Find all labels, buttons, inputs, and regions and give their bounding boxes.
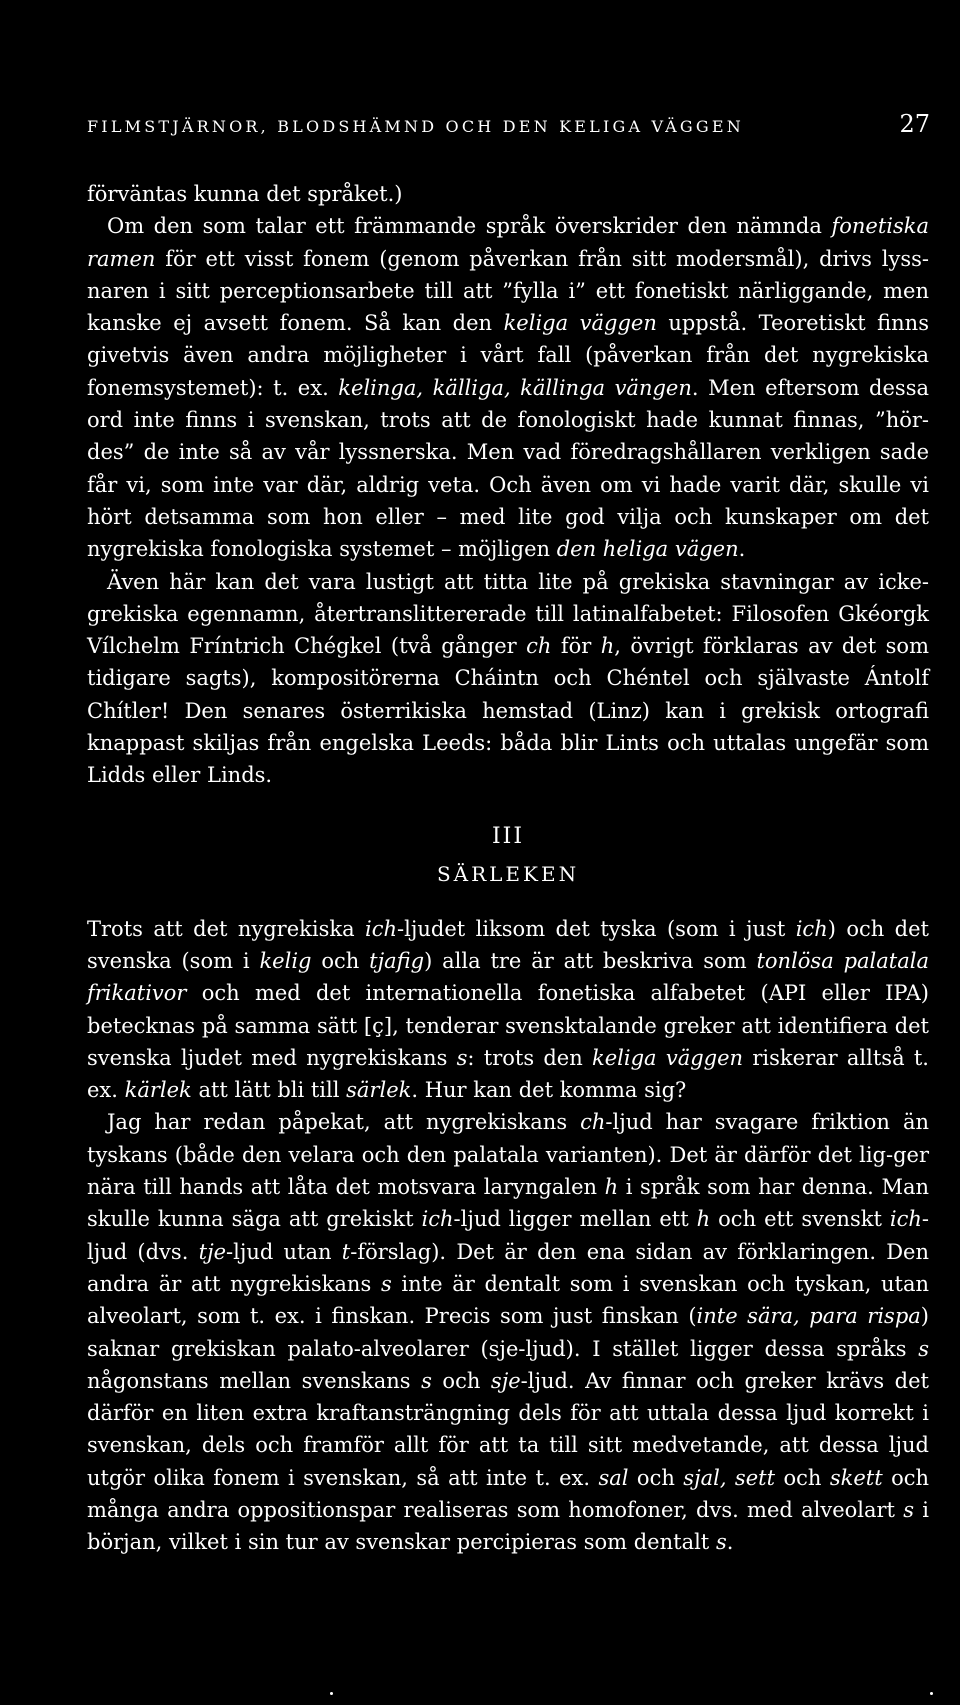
text-run: och <box>431 1368 491 1393</box>
text-run: uppstå. Teoretiskt finns givetvis även andra möjligheter i vårt fall (påverkan från det nygrekiska fonemsystemet): t. ex. <box>87 311 929 400</box>
italic-text: s <box>903 1497 915 1522</box>
italic-text: t <box>341 1239 351 1264</box>
section-title: SÄRLEKEN <box>436 861 580 886</box>
italic-text: keliga väggen <box>503 311 657 336</box>
text-run: Jag har redan påpekat, att nygrekiskans <box>107 1110 581 1135</box>
text-run: och ett svenskt <box>710 1207 890 1232</box>
text-run: förväntas kunna det språket.) <box>87 182 403 206</box>
text-run: och <box>628 1465 684 1490</box>
text-run: -ljud utan <box>226 1239 342 1264</box>
italic-text: h <box>696 1207 711 1232</box>
text-run: . Men eftersom dessa ord inte finns i svenskan, trots att de fonologiskt hade kunnat finnas, ”hör-des” de inte så av vår lyssnerska. Men vad föredragshållaren verkligen sade får vi, som inte var där, aldrig veta. Och även om vi hade varit där, skulle vi hört detsamma som hon eller – med lite god vilja och kunskaper om det nygrekiska fonologiska systemet – möjligen <box>87 375 929 562</box>
text-run: för <box>551 634 601 659</box>
paragraph <box>87 913 929 1107</box>
page-body <box>87 178 929 1559</box>
text-run: . <box>726 1530 734 1555</box>
text-block-1 <box>87 178 929 792</box>
text-run: -förslag). Det är den ena sidan av förklaringen. Den andra är att nygrekiskans <box>87 1239 930 1296</box>
text-run: ) saknar grekiskan palato-alveolarer (sje-ljud). I stället ligger dessa språks <box>87 1304 929 1361</box>
italic-text: sje <box>490 1368 521 1393</box>
text-run: för ett visst fonem (genom påverkan från sitt modersmål), drivs lyss-naren i sitt perceptionsarbete till att ”fylla i” ett fonetiskt närliggande, men kanske ej avsett fonem. Så kan den <box>87 246 929 336</box>
text-run: -ljud. Av finnar och greker krävs det därför en liten extra kraftansträngning dels för att uttala dessa ljud korrekt i svenskan, dels och framför allt för att ta till sitt medvetande, att dessa ljud utgör olika fonem i svenskan, så att inte t. ex. <box>87 1368 929 1490</box>
text-run: Även här kan det vara lustigt att titta lite på grekiska stavningar av icke-grekiska egennamn, återtranslittererade till latinalfabetet: Filosofen Gkéorgk Vílchelm Fríntrich Chégkel (två gånger <box>87 569 929 659</box>
paragraph <box>87 178 929 210</box>
paragraph <box>87 210 929 565</box>
italic-text: tonlösa palatala frikativor <box>87 948 929 1006</box>
footer-marks <box>0 1692 960 1698</box>
text-block-2 <box>87 913 929 1559</box>
text-run: ) alla tre är att beskriva som <box>424 948 757 973</box>
text-run: någonstans mellan svenskans <box>87 1368 422 1393</box>
italic-text: kelinga, källiga, källinga vängen <box>338 375 692 400</box>
italic-text: keliga väggen <box>592 1045 744 1070</box>
italic-text: sal <box>598 1465 629 1490</box>
running-head-title: FILMSTJÄRNOR, BLODSHÄMND OCH DEN KELIGA VÄGGEN <box>87 117 744 136</box>
text-run: och många andra oppositionspar realiseras som homofoner, dvs. med alveolart <box>87 1465 930 1522</box>
paragraph <box>87 566 929 792</box>
footer-dot <box>330 1692 333 1695</box>
text-run: Trots att det nygrekiska <box>87 916 366 941</box>
italic-text: ch <box>580 1110 606 1135</box>
italic-text: den heliga vägen <box>556 537 739 562</box>
text-run: -ljudet liksom det tyska (som i just <box>397 916 796 941</box>
italic-text: s <box>380 1271 392 1296</box>
text-run: i början, vilket i sin tur av svenskar percipieras som dentalt <box>87 1497 929 1555</box>
text-run: och <box>775 1465 830 1490</box>
italic-text: ich <box>365 916 398 941</box>
italic-text: tje <box>198 1239 227 1264</box>
text-run: . Hur kan det komma sig? <box>411 1078 687 1103</box>
italic-text: h <box>604 1175 619 1200</box>
footer-dot <box>930 1692 933 1695</box>
italic-text: s <box>918 1336 929 1361</box>
text-run: och med det internationella fonetiska alfabetet (API eller IPA) betecknas på samma sätt [ç], tenderar svensktalande greker att identifiera det svenska ljudet med nygrekiskans <box>87 981 929 1070</box>
text-run: och <box>311 948 370 973</box>
text-run: ) och det svenska (som i <box>87 916 929 973</box>
text-run: Om den som talar ett främmande språk överskrider den nämnda <box>107 214 832 239</box>
running-head <box>87 110 930 138</box>
text-run: -ljud (dvs. <box>87 1207 929 1264</box>
text-run: -ljud ligger mellan ett <box>453 1207 697 1232</box>
text-run: inte är dentalt som i svenskan och tyskan, utan alveolart, som t. ex. i finskan. Precis som just finskan ( <box>87 1271 929 1329</box>
italic-text: kelig <box>259 948 312 973</box>
text-run: -ljud har svagare friktion än tyskans (både den velara och den palatala varianten). Det är därför det lig-ger nära till hands att låta det motsvara laryngalen <box>87 1110 929 1200</box>
italic-text: inte sära, para rispa <box>696 1304 921 1329</box>
italic-text: sjal, sett <box>683 1465 776 1490</box>
section-number: III <box>491 823 525 849</box>
italic-text: ich <box>795 916 828 941</box>
text-run: i språk som har denna. Man skulle kunna säga att grekiskt <box>87 1175 929 1232</box>
italic-text: s <box>421 1368 432 1393</box>
page-number: 27 <box>899 110 930 138</box>
italic-text: tjafig <box>369 948 425 973</box>
text-run: , övrigt förklaras av det som tidigare sagts), kompositörerna Cháintn och Chéntel och självaste Ántolf Chítler! Den senares österrikiska hemstad (Linz) kan i grekisk ortografi knappast skiljas från engelska Leeds: båda blir Lints och uttalas ungefär som Lidds eller Linds. <box>87 634 929 788</box>
italic-text: s <box>715 1530 727 1555</box>
text-run: : trots den <box>467 1045 593 1070</box>
italic-text: ich <box>421 1207 454 1232</box>
text-run: riskerar alltså t. ex. <box>87 1045 929 1103</box>
paragraph <box>87 1106 929 1558</box>
italic-text: särlek <box>346 1078 412 1103</box>
italic-text: skett <box>829 1465 883 1490</box>
italic-text: s <box>456 1045 468 1070</box>
italic-text: ch <box>526 634 552 659</box>
italic-text: kärlek <box>124 1078 192 1103</box>
italic-text: ich <box>889 1207 922 1232</box>
text-run: . <box>738 537 746 562</box>
italic-text: fonetiska ramen <box>87 214 929 271</box>
text-run: att lätt bli till <box>191 1078 347 1103</box>
italic-text: h <box>600 634 615 659</box>
